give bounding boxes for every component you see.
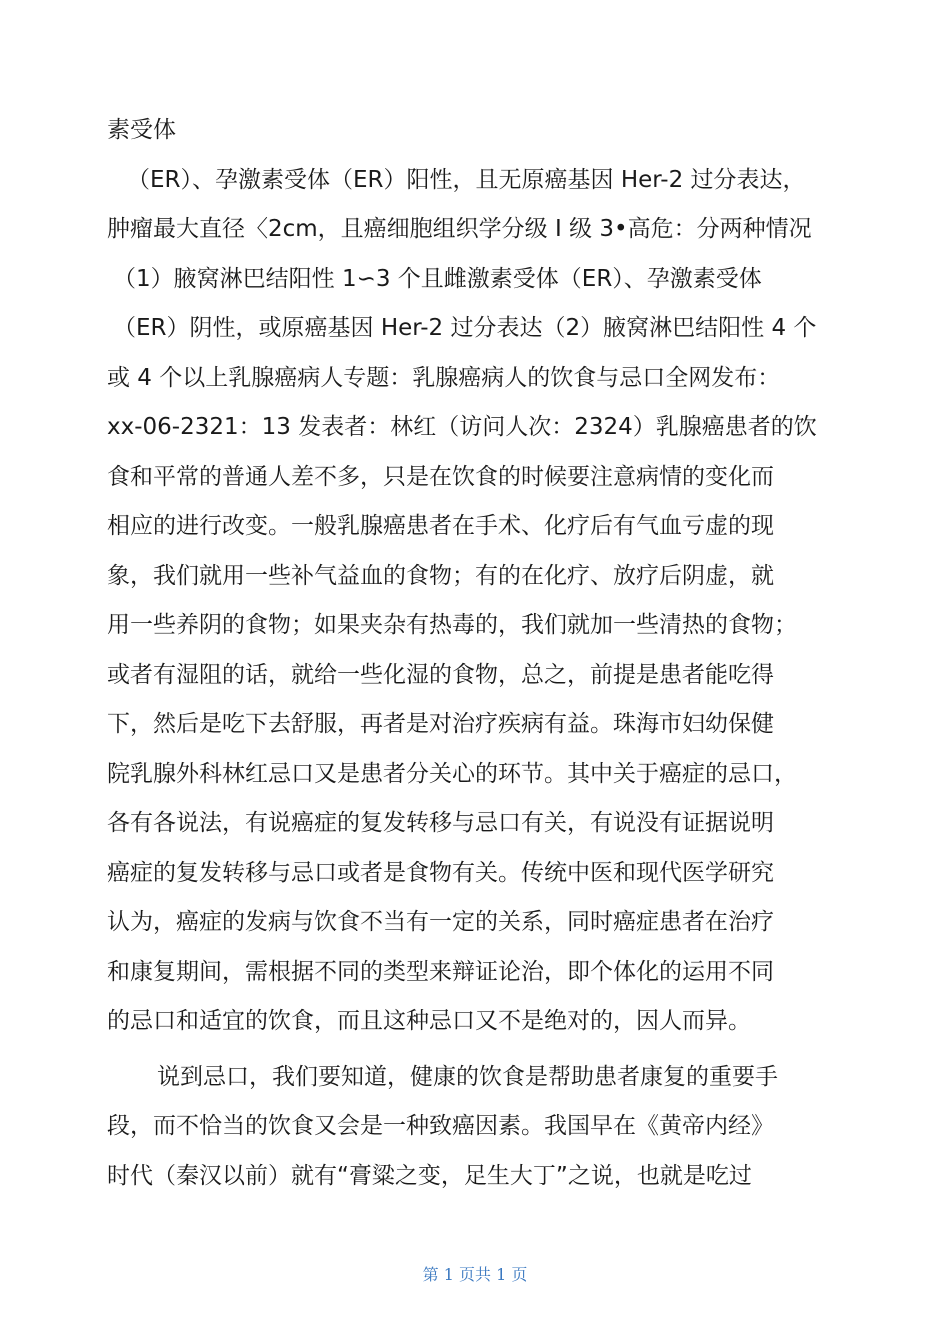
text-line: 象，我们就用一些补气益血的食物；有的在化疗、放疗后阴虚，就 bbox=[107, 562, 774, 589]
paragraph-first-line: 说到忌口，我们要知道，健康的饮食是帮助患者康复的重要手 bbox=[157, 1063, 778, 1090]
text-line: 相应的进行改变。一般乳腺癌患者在手术、化疗后有气血亏虚的现 bbox=[107, 513, 774, 539]
text-line: 院乳腺外科林红忌口又是患者分关心的环节。其中关于癌症的忌口， bbox=[107, 760, 797, 787]
document-body bbox=[107, 106, 847, 1201]
text-line: 和康复期间，需根据不同的类型来辩证论治，即个体化的运用不同 bbox=[107, 958, 774, 985]
page-number-footer: 第 1 页共 1 页 bbox=[422, 1265, 528, 1284]
text-line: xx-06-2321：13 发表者：林红（访问人次：2324）乳腺癌患者的饮 bbox=[107, 414, 817, 440]
text-line: 食和平常的普通人差不多，只是在饮食的时候要注意病情的变化而 bbox=[107, 463, 774, 490]
text-line: （ER）、孕激素受体（ER）阳性，且无原癌基因 Her-2 过分表达， bbox=[127, 166, 806, 193]
text-line: （ER）阴性，或原癌基因 Her-2 过分表达（2）腋窝淋巴结阳性 4 个 bbox=[113, 315, 817, 341]
text-line: （1）腋窝淋巴结阳性 1∽3 个且雌激素受体（ER）、孕激素受体 bbox=[113, 265, 762, 292]
text-line: 或 4 个以上乳腺癌病人专题：乳腺癌病人的饮食与忌口全网发布： bbox=[107, 364, 781, 391]
text-line: 段，而不恰当的饮食又会是一种致癌因素。我国早在《黄帝内经》 bbox=[107, 1113, 774, 1139]
text-line: 肿瘤最大直径〈2cm，且癌细胞组织学分级 I 级 3•高危：分两种情况 bbox=[107, 216, 812, 242]
text-line: 用一些养阴的食物；如果夹杂有热毒的，我们就加一些清热的食物； bbox=[107, 612, 797, 638]
text-line: 下，然后是吃下去舒服，再者是对治疗疾病有益。珠海市妇幼保健 bbox=[107, 711, 774, 737]
text-line: 各有各说法，有说癌症的复发转移与忌口有关，有说没有证据说明 bbox=[107, 810, 774, 836]
text-line: 癌症的复发转移与忌口或者是食物有关。传统中医和现代医学研究 bbox=[107, 859, 774, 886]
text-line: 素受体 bbox=[107, 117, 176, 143]
text-line: 或者有湿阻的话，就给一些化湿的食物，总之，前提是患者能吃得 bbox=[107, 661, 774, 688]
text-line: 的忌口和适宜的饮食，而且这种忌口又不是绝对的，因人而异。 bbox=[107, 1008, 751, 1034]
text-line: 时代（秦汉以前）就有“膏粱之变，足生大丁”之说，也就是吃过 bbox=[107, 1162, 752, 1189]
text-line: 认为，癌症的发病与饮食不当有一定的关系，同时癌症患者在治疗 bbox=[107, 909, 774, 935]
